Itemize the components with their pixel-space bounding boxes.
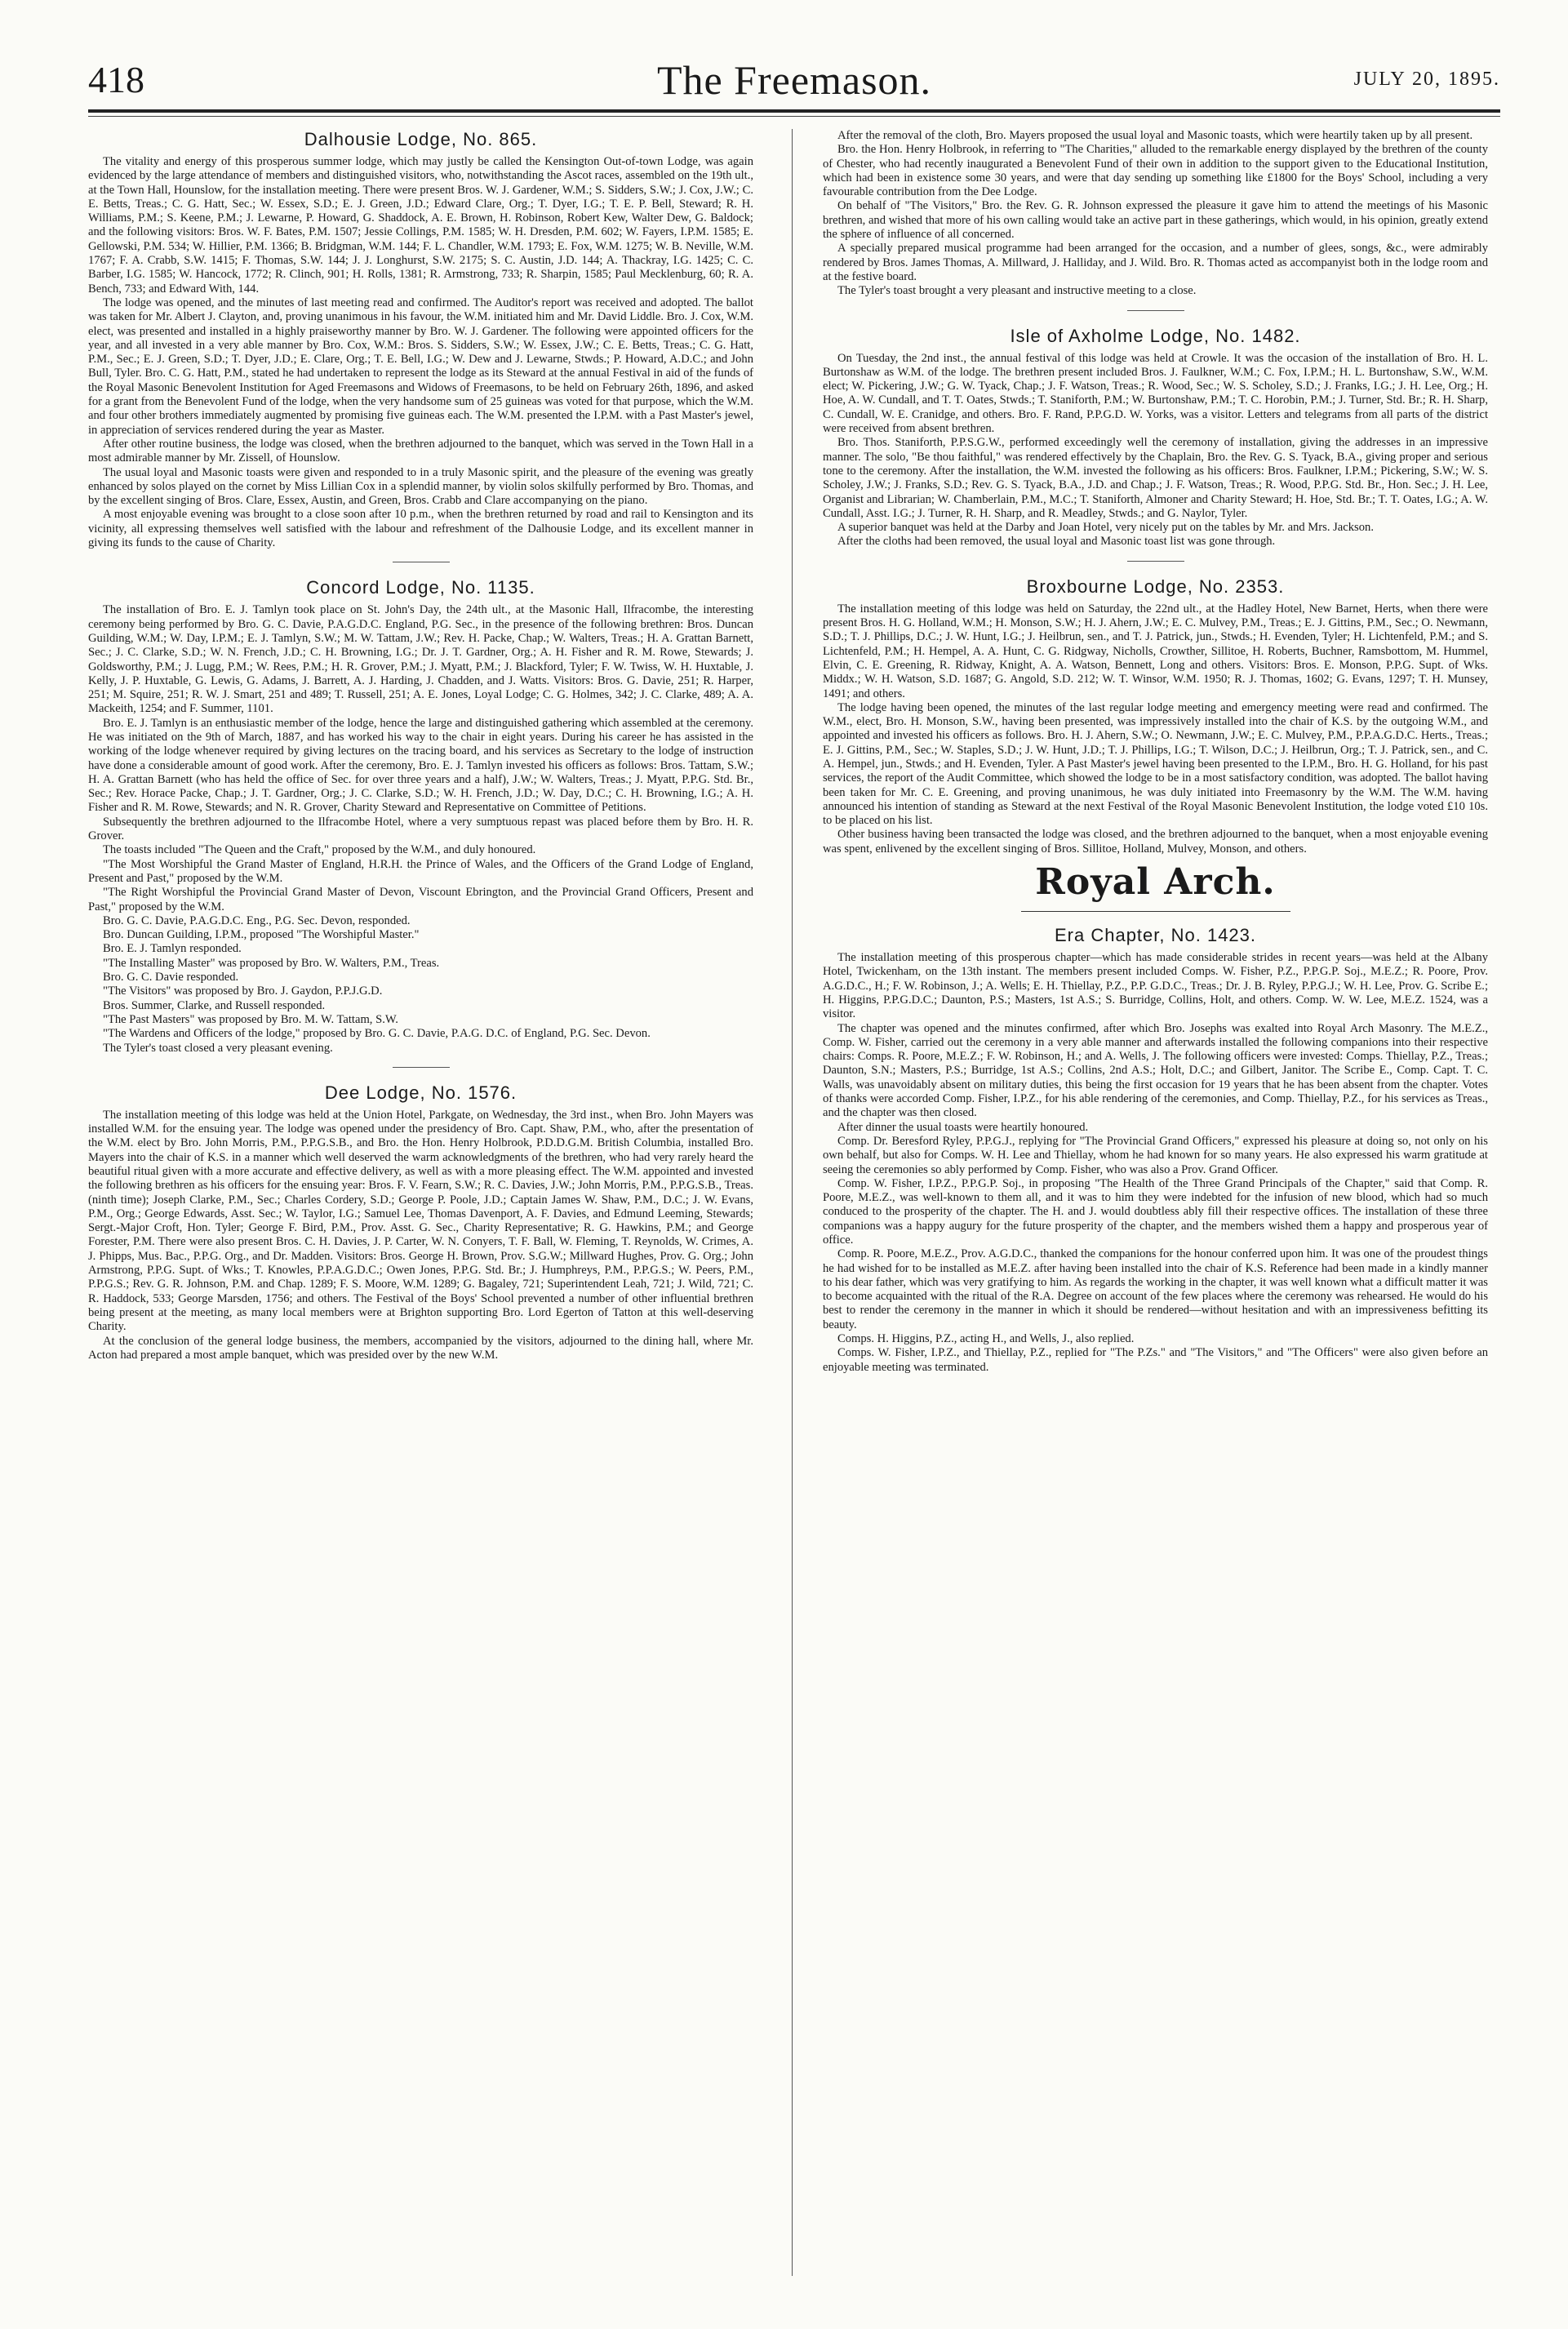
masthead [88, 57, 1500, 106]
article-paragraph: Comp. Dr. Beresford Ryley, P.P.G.J., replying for "The Provincial Grand Officers," expressed his pleasure at doing so, not only on his own behalf, but also for Comps. W. H. Lee and Thiellay, whom he had known for so many years. He also expressed his warm gratitude at seeing the ceremonies so ably performed by Comp. Fisher, who was also a Prov. Grand Officer. [823, 1134, 1488, 1176]
article-paragraph: Comp. R. Poore, M.E.Z., Prov. A.G.D.C., thanked the companions for the honour conferred upon him. It was one of the proudest things he had wished for to be installed as M.E.Z. after having been installed into the chair of K.S. Reference had been made in a kindly manner to his dear father, which was very gratifying to him. As regards the working in the chapter, it was well known what a difficult matter it was to become acquainted with the ritual of the R.A. Degree on account of the few places where the ceremony was rehearsed. He would do his best to render the ceremony in the manner in which it should be rendered—without hesitation and with an impressiveness befitting its beauty. [823, 1247, 1488, 1331]
article-title: Dee Lodge, No. 1576. [324, 1082, 517, 1103]
section-rule [1127, 561, 1184, 562]
article-dalhousie-lodge [88, 129, 753, 550]
article-paragraph: Subsequently the brethren adjourned to the Ilfracombe Hotel, where a very sumptuous repast was placed before them by Bro. H. R. Grover. [88, 815, 753, 843]
article-paragraph: Bro. Thos. Staniforth, P.P.S.G.W., performed exceedingly well the ceremony of installation, giving the addresses in an impressive manner. The solo, "Be thou faithful," was rendered effectively by the Chaplain, Bro. the Rev. G. S. Tyack, B.A., giving proper and serious tone to the ceremony. After the installation, the W.M. invested the following as his officers: Bros. Faulkner, I.P.M.; Pickering, S.W.; W. S. Scholey, J.W.; J. Franks, S.D.; Rev. G. S. Tyack, B.A., J.D. and Chap.; J. F. Watson, Treas.; R. Wood, P.P.G. Std. Br., Hon. Sec.; J. H. Lee, Organist and Librarian; W. Chamberlain, P.M., M.C.; T. Staniforth, Almoner and Charity Steward; H. Hoe, Std. Br.; T. T. Oates, I.G.; A. W. Cundall, Asst. I.G.; J. Turner, R. H. Sharp, and R. Meadley, Stwds.; and G. Naylor, Tyler. [823, 436, 1488, 520]
article-paragraph: On behalf of "The Visitors," Bro. the Rev. G. R. Johnson expressed the pleasure it gave him to attend the meetings of his Masonic brethren, and wished that more of his own calling would take an active part in these gatherings, which would, in his opinion, greatly extend the sphere of influence of all concerned. [823, 199, 1488, 242]
article-paragraph: Bro. the Hon. Henry Holbrook, in referring to "The Charities," alluded to the remarkable energy displayed by the brethren of the county of Chester, who had recently inaugurated a Benevolent Fund of their own in addition to the support given to the Educational Institution, which had been in existence some 30 years, and were that day sending up something like £1800 for the Boys' School, including a very favourable contribution from the Dee Lodge. [823, 143, 1488, 199]
article-title: Concord Lodge, No. 1135. [306, 577, 535, 598]
article-paragraph: Bro. G. C. Davie responded. [103, 971, 239, 984]
royal-arch-rule [1021, 911, 1290, 912]
article-paragraph: After the removal of the cloth, Bro. Mayers proposed the usual loyal and Masonic toasts, which were heartily taken up by all present. [837, 129, 1473, 142]
article-paragraph: "The Wardens and Officers of the lodge," proposed by Bro. G. C. Davie, P.A.G. D.C. of England, P.G. Sec. Devon. [103, 1027, 651, 1041]
article-paragraph: "The Past Masters" was proposed by Bro. M. W. Tattam, S.W. [103, 1012, 398, 1026]
masthead-rule-thin [88, 116, 1500, 117]
article-broxbourne-lodge [823, 576, 1488, 856]
article-paragraph: A superior banquet was held at the Darby and Joan Hotel, very nicely put on the tables by Mr. and Mrs. Jackson. [837, 521, 1374, 535]
article-paragraph: The installation of Bro. E. J. Tamlyn took place on St. John's Day, the 24th ult., at the Masonic Hall, Ilfracombe, the interesting ceremony being performed by Bro. G. C. Davie, P.A.G.D.C. England, P.G. Sec., in the presence of the following brethren: Bros. Duncan Guilding, W.M.; W. Day, I.P.M.; E. J. Tamlyn, S.W.; M. W. Tattam, J.W.; Rev. H. Packe, Chap.; W. Walters, Treas.; H. A. Grattan Barnett, Sec.; J. C. Clarke, S.D.; W. N. French, J.D.; C. H. Browning, I.G.; Dr. J. T. Gardner, Org.; A. H. Fisher and R. M. Rowe, Stewards; J. Goldsworthy, P.M.; J. Lugg, P.M.; W. Rees, P.M.; H. R. Grover, P.M.; J. Myatt, P.M.; J. Blackford, Tyler; F. W. Twiss, W. H. Huxtable, J. Kelly, J. P. Huxtable, G. Lewis, G. Adams, J. Barrett, A. J. Harding, J. Chadden, and J. Watts. Visitors: Bros. G. Davie, 251; R. Harper, 251; M. Squire, 251; R. W. J. Smart, 251 and 489; T. Russell, 251; A. E. Jones, Loyal Lodge; C. G. Holmes, 342; J. C. Clarke, 489; A. A. Mackeith, 1254; and F. Summer, 1101. [88, 603, 753, 716]
article-paragraph: The chapter was opened and the minutes confirmed, after which Bro. Josephs was exalted into Royal Arch Masonry. The M.E.Z., Comp. W. Fisher, carried out the ceremony in a very able manner and afterwards installed the following companions into their respective chairs: Comps. R. Poore, M.E.Z.; F. W. Robinson, H.; and A. Wells, J. The following officers were invested: Comps. Thiellay, P.Z., Treas.; Daunton, S.N.; Masters, P.S.; Burridge, 1st A.S.; Collins, 2nd A.S.; Holt, D.C.; and Gilbert, Janitor. The Scribe E., Comp. Capt. T. C. Walls, was unavoidably absent on military duties, this being the first occasion for 19 years that he has been absent from the chapter. Votes of thanks were accorded Comp. Fisher, I.P.Z., for his able rendering of the ceremonies, and Comp. Thiellay, P.Z., for his services as Treas., and the chapter was then closed. [823, 1021, 1488, 1120]
article-paragraph: Bros. Summer, Clarke, and Russell responded. [103, 998, 326, 1012]
article-paragraph: The installation meeting of this lodge was held at the Union Hotel, Parkgate, on Wednesday, the 3rd inst., when Bro. John Mayers was installed W.M. for the ensuing year. The lodge was opened under the presidency of Bro. Capt. Shaw, P.M., who, after the presentation of the W.M. elect by Bro. John Morris, P.M., P.P.G.S.B., and Bro. the Hon. Henry Holbrook, P.D.D.G.M. British Columbia, installed Bro. Mayers into the chair of K.S. in a manner which well deserved the warm acknowledgments of the brethren, who had very rarely heard the beautiful ritual given with a more accurate and effective delivery, as well as with a more pleasing effect. The W.M. appointed and invested the following brethren as his officers for the ensuing year: Bros. F. V. Fearn, S.W.; R. C. Davies, J.W.; John Morris, P.M., P.P.G.S.B., Treas. (ninth time); Joseph Clarke, P.M., Sec.; Charles Cordery, S.D.; George P. Poole, J.D.; Captain James W. Shaw, P.M., D.C.; J. W. Evans, P.M., Org.; George Edwards, Asst. Sec.; W. Taylor, I.G.; Samuel Lee, Thomas Davenport, A. F. Davies, and Edmund Leeming, Stewards; Sergt.-Major Croft, Hon. Tyler; George F. Bird, P.M., Prov. Asst. G. Sec., Charity Representative; R. G. Hawkins, P.M.; and George Forester, P.M. There were also present Bros. C. H. Davies, J. P. Carter, W. N. Conyers, T. F. Ball, W. Fleming, T. Reynolds, W. Crimes, A. J. Phipps, Mus. Bac., P.P.G. Org., and Dr. Madden. Visitors: Bros. George H. Brown, Prov. S.G.W.; Millward Hughes, Prov. G. Org.; John Armstrong, P.P.G. Supt. of Wks.; T. Knowles, P.P.A.G.D.C.; Owen Jones, P.P.G. Std. Br.; J. Humphreys, P.M., P.P.G.S.; W. Peers, P.M., P.P.G.S.; Rev. G. R. Johnson, P.M. and Chap. 1289; F. S. Moore, W.M. 1289; G. Bagaley, 721; Superintendent Leah, 721; J. Wild, 721; C. R. Haddock, 533; George Marsden, 1756; and others. The Festival of the Boys' School prevented a number of other influential brethren being present at the meeting, as many local members were at Brighton supporting Bro. Lord Egerton of Tatton at this well-deserving Charity. [88, 1108, 753, 1334]
article-title: Era Chapter, No. 1423. [1054, 925, 1257, 946]
article-paragraph: "The Visitors" was proposed by Bro. J. Gaydon, P.P.J.G.D. [103, 984, 383, 998]
article-paragraph: Other business having been transacted the lodge was closed, and the brethren adjourned to the banquet, when a most enjoyable evening was spent, enlivened by the excellent singing of Bros. Sillitoe, Holland, Mulvey, Monson, and others. [823, 828, 1488, 856]
article-paragraph: Bro. G. C. Davie, P.A.G.D.C. Eng., P.G. Sec. Devon, responded. [103, 913, 411, 927]
article-paragraph: A specially prepared musical programme had been arranged for the occasion, and a number of glees, songs, &c., were admirably rendered by Bros. James Thomas, A. Millward, J. Halliday, and J. Wild. Bro. R. Thomas acted as accompanyist both in the lodge room and at the festive board. [823, 242, 1488, 283]
article-paragraph: "The Most Worshipful the Grand Master of England, H.R.H. the Prince of Wales, and the Officers of the Grand Lodge of England, Present and Past," proposed by the W.M. [88, 857, 753, 885]
article-paragraph: Comps. H. Higgins, P.Z., acting H., and Wells, J., also replied. [837, 1332, 1135, 1346]
article-paragraph: Bro. E. J. Tamlyn is an enthusiastic member of the lodge, hence the large and distinguished gathering which assembled at the ceremony. He was initiated on the 9th of March, 1887, and has worked his way to the chair in eight years. During his career he has assisted in the working of the lodge whenever required by giving lectures on the tracing board, and his services as Secretary to the lodge of instruction have done a considerable amount of good work. After the ceremony, Bro. E. J. Tamlyn invested his officers as follows: Bros. Tattam, S.W.; H. A. Grattan Barnett (who has held the office of Sec. for over three years and a half), J.W.; W. Walters, Treas.; J. Myatt, P.P.G. Std. Br., Sec.; Rev. Horace Packe, Chap.; J. T. Gardner, Org.; J. C. Clarke, S.D.; W. H. French, J.D.; W. Day, D.C.; C. H. Browning, I.G.; A. H. Fisher and R. M. Rowe, Stewards; and N. R. Grover, Charity Steward and Representative on Committee of Petitions. [88, 716, 753, 815]
article-paragraph: "The Installing Master" was proposed by Bro. W. Walters, P.M., Treas. [103, 956, 440, 970]
article-paragraph: After the cloths had been removed, the usual loyal and Masonic toast list was gone through. [837, 535, 1276, 549]
article-paragraph: Bro. Duncan Guilding, I.P.M., proposed "The Worshipful Master." [103, 928, 420, 942]
section-rule [1127, 310, 1184, 311]
article-paragraph: The installation meeting of this lodge was held on Saturday, the 22nd ult., at the Hadley Hotel, New Barnet, Herts, when there were present Bros. H. G. Holland, W.M.; H. Monson, S.W.; H. J. Ahern, J.W.; E. C. Mulvey, P.M., Treas.; E. J. Gittins, P.M., Sec.; O. Newmann, S.D.; T. J. Phillips, D.C.; J. W. Hunt, I.G.; J. Heilbrun, sen., and T. J. Patrick, jun., Stwds.; H. Evenden, Tyler; H. Lichtenfeld, P.M.; and S. Lichtenfeld, P.M.; H. Hempel, A. A. Hunt, C. G. Ridgway, Nicholls, Crowther, Sillitoe, H. Roberts, Buchner, Ramsbottom, M. Hummel, Elvin, C. E. Greening, R. Ridway, Knight, A. A. Watson, Bennett, Long and others. Visitors: Bros. E. Monson, P.P.G. Supt. of Wks. Middx.; W. H. Watson, S.D. 1687; G. Angold, S.D. 212; W. T. Winsor, W.M. 1950; R. J. Thomas, 1602; G. Evans, 1297; T. H. Munsey, 1491; and others. [823, 602, 1488, 700]
article-paragraph: Comp. W. Fisher, I.P.Z., P.P.G.P. Soj., in proposing "The Health of the Three Grand Principals of the Chapter," said that Comp. R. Poore, M.E.Z., was well-known to them all, and it was to him they were indebted for the infusion of new blood, which had so much conduced to the prosperity of the chapter. The H. and J. would doubtless ably fill their respective offices. The installation of these three companions was a happy augury for the future prosperity of the chapter, and the members wished them a happy and prosperous year of office. [823, 1176, 1488, 1247]
royal-arch-heading: Royal Arch. [1035, 861, 1276, 904]
article-dee-lodge-continued [823, 129, 1488, 299]
article-title: Dalhousie Lodge, No. 865. [304, 129, 538, 149]
article-paragraph: The lodge was opened, and the minutes of last meeting read and confirmed. The Auditor's report was received and adopted. The ballot was taken for Mr. Albert J. Clayton, and, proving unanimous in his favour, the W.M. initiated him and Mr. David Liddle. Bro. J. Cox, W.M. elect, was presented and installed in a highly praiseworthy manner by Bro. W. J. Gardener. The following were appointed officers for the year, and all invested in a very able manner by Bro. Cox, W.M.: Bros. S. Sidders, S.W.; W. Essex, J.W.; C. E. Betts, Treas.; C. G. Hatt, P.M., Sec.; E. J. Green, S.D.; T. Dyer, J.D.; E. Clare, Org.; T. E. Bell, I.G.; W. Dew and J. Lewarne, Stwds.; P. Howard, A.D.C.; and John Bull, Tyler. Bro. C. G. Hatt, P.M., stated he had undertaken to represent the lodge as its Steward at the annual Festival in aid of the funds of the Royal Masonic Benevolent Institution for Aged Freemasons and Widows of Freemasons, to be held on February 26th, 1896, and asked for a grant from the Benevolent Fund of the lodge, when the very handsome sum of 25 guineas was voted for that purpose, which the W.M. and four other brothers immediately augmented by promising five guineas each. The W.M. presented the I.P.M. with a Past Master's jewel, in appreciation of services rendered during the year as Master. [88, 296, 753, 437]
article-paragraph: The vitality and energy of this prosperous summer lodge, which may justly be called the Kensington Out-of-town Lodge, was again evidenced by the large attendance of members and distinguished visitors, who, notwithstanding the Ascot races, assembled on the 19th ult., at the Town Hall, Hounslow, for the installation meeting. There were present Bros. W. J. Gardener, W.M.; S. Sidders, S.W.; J. Cox, J.W.; C. E. Betts, Treas.; C. G. Hatt, Sec.; W. Essex, S.D.; E. J. Green, J.D.; Edward Clare, Org.; T. Dyer, I.G.; T. E. P. Bell, Steward; R. H. Williams, P.M.; S. Keene, P.M.; J. Lewarne, P. Howard, G. Shaddock, A. E. Brown, H. Robinson, Robert Kew, Walter Dew, G. Baldock; and the following visitors: Bros. W. F. Bates, P.M. 1507; Jessie Collings, P.M. 1585; W. H. Dresden, P.M. 602; W. Fayers, I.P.M. 1585; E. Gellowski, P.M. 534; W. Hillier, P.M. 1366; B. Bridgman, W.M. 144; F. L. Chandler, W.M. 1793; E. Fox, W.M. 1275; W. B. Neville, W.M. 1767; F. A. Crabb, S.W. 1415; F. Thomas, S.W. 144; J. J. Longhurst, S.W. 2175; S. C. Austin, J.D. 144; A. Thackray, I.G. 1425; C. C. Barber, I.G. 1585; W. Hancock, 1772; R. Clinch, 901; H. Rolls, 1381; R. Armstrong, 733; R. Sharpin, 1585; Paul Mecklenburg, 60; R. A. Bench, 733; and Edward With, 144. [88, 155, 753, 296]
section-rule [393, 1067, 450, 1068]
article-paragraph: Comps. W. Fisher, I.P.Z., and Thiellay, P.Z., replied for "The P.Zs." and "The Visitors," and "The Officers" were also given before an enjoyable meeting was terminated. [823, 1346, 1488, 1374]
article-paragraph: Bro. E. J. Tamlyn responded. [103, 942, 242, 956]
column-divider [792, 129, 793, 2276]
article-concord-lodge [88, 577, 753, 1056]
masthead-rule [88, 109, 1500, 113]
article-paragraph: The usual loyal and Masonic toasts were given and responded to in a truly Masonic spirit, and the pleasure of the evening was greatly enhanced by solos played on the cornet by Miss Lillian Cox in a splendid manner, by violin solos skilfully performed by Bro. Thomas, and by the excellent singing of Bros. Clare, Essex, Austin, and Green, Bros. Crabb and Clare accompanying on the piano. [88, 465, 753, 508]
article-title: Broxbourne Lodge, No. 2353. [1026, 576, 1285, 597]
right-column [823, 129, 1488, 1375]
article-paragraph: The lodge having been opened, the minutes of the last regular lodge meeting and emergency meeting were read and confirmed. The W.M., elect, Bro. H. Monson, S.W., having been presented, was impressively installed into the chair of K.S. by the outgoing W.M., and appointed and invested his officers as follows. Bro. H. J. Ahern, S.W.; O. Newmann, J.W.; E. C. Mulvey, P.M., P.P.A.G.D.C. Herts., Treas.; E. J. Gittins, P.M., Sec.; W. Staples, S.D.; J. W. Hunt, J.D.; T. J. Phillips, I.G.; T. Wilson, D.C.; J. Heilbrun, Org.; T. J. Patrick, sen., and C. A. Hempel, jun., Stwds.; and H. Evenden, Tyler. A Past Master's jewel having been presented to the I.P.M., Bro. H. G. Holland, for his past services, the report of the Audit Committee, which showed the lodge to be in a most satisfactory condition, was adopted. The ballot having been taken for Mr. C. E. Greening, and proving unanimous, he was duly initiated into Freemasonry by the W.M. The W.M. having announced his intention of standing as Steward at the next Festival of the Royal Masonic Benevolent Institution, the lodge voted £10 10s. to be placed on his list. [823, 700, 1488, 828]
newspaper-title: The Freemason. [656, 57, 932, 103]
article-paragraph: The toasts included "The Queen and the Craft," proposed by the W.M., and duly honoured. [103, 843, 536, 857]
article-paragraph: A most enjoyable evening was brought to a close soon after 10 p.m., when the brethren returned by road and rail to Kensington and its vicinity, all expressing themselves well satisfied with the labour and refreshment of the Dalhousie Lodge, and its excellent manner in giving its funds to the cause of Charity. [88, 508, 753, 550]
article-title: Isle of Axholme Lodge, No. 1482. [1010, 325, 1301, 346]
article-paragraph: After other routine business, the lodge was closed, when the brethren adjourned to the banquet, which was served in the Town Hall in a most admirable manner by Mr. Zissell, of Hounslow. [88, 437, 753, 465]
page-number: 418 [88, 59, 144, 100]
article-paragraph: After dinner the usual toasts were heartily honoured. [837, 1120, 1089, 1134]
article-paragraph: The Tyler's toast brought a very pleasant and instructive meeting to a close. [837, 284, 1197, 298]
article-paragraph: The Tyler's toast closed a very pleasant evening. [103, 1041, 333, 1055]
article-paragraph: The installation meeting of this prosperous chapter—which has made considerable strides in recent years—was held at the Albany Hotel, Twickenham, on the 13th instant. The members present included Comps. W. Fisher, P.Z., P.P.G.P. Soj., M.E.Z.; R. Poore, Prov. A.G.D.C., H.; F. W. Robinson, J.; A. Wells; E. H. Thiellay, P.Z., P.P. G.D.C., Treas.; Dr. J. B. Ryley, P.P.G.J.; W. H. Lee, Prov. G. Scribe E.; H. Higgins, P.P.G.D.C.; Daunton, P.S.; Masters, 1st A.S.; S. Burridge, Collins, Holt, and others. Comp. W. W. Lee, M.E.Z. 1524, was a visitor. [823, 951, 1488, 1021]
article-paragraph: On Tuesday, the 2nd inst., the annual festival of this lodge was held at Crowle. It was the occasion of the installation of Bro. H. L. Burtonshaw as W.M. of the lodge. The brethren present included Bros. J. Faulkner, W.M.; C. Fox, I.P.M.; H. L. Burtonshaw, S.W., W.M. elect; W. Pickering, J.W.; G. W. Tyack, Chap.; J. F. Watson, Treas.; R. Wood, Sec.; W. S. Scholey, S.D.; J. Franks, I.G.; J. H. Lee, Org.; H. Hoe, A. W. Cundall, and T. T. Oates, Stwds.; T. Staniforth, P.M.; W. Burtonshaw, P.M.; T. C. Horobin, P.M.; J. Turner, Std. Br.; R. H. Sharp, C. Cundall, W. E. Cranidge, and others. Bro. F. Rand, P.P.G.D. W. Yorks, was a visitor. Letters and telegrams from all parts of the district were received from absent brethren. [823, 351, 1488, 436]
article-dee-lodge [88, 1082, 753, 1362]
article-paragraph: At the conclusion of the general lodge business, the members, accompanied by the visitors, adjourned to the dining hall, where Mr. Acton had prepared a most ample banquet, which was presided over by the new W.M. [88, 1334, 753, 1362]
article-isle-of-axholme-lodge [823, 326, 1488, 549]
article-paragraph: "The Right Worshipful the Provincial Grand Master of Devon, Viscount Ebrington, and the Provincial Grand Officers, Present and Past," proposed by the W.M. [88, 886, 753, 913]
article-era-chapter [823, 925, 1488, 1375]
left-column [88, 129, 753, 1362]
issue-date: JULY 20, 1895. [1353, 69, 1500, 90]
